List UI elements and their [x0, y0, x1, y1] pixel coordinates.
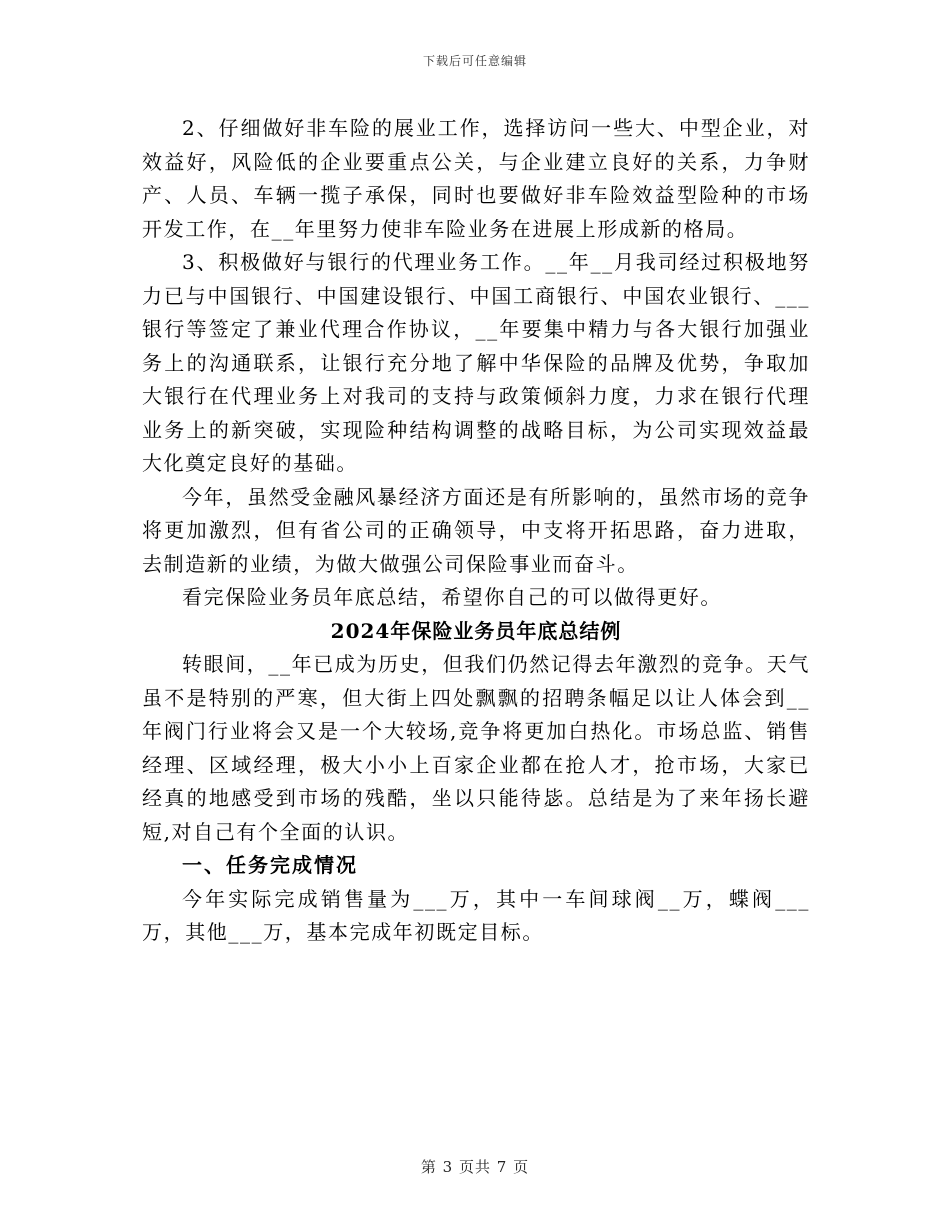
page-footer: 第 3 页共 7 页 [420, 1158, 530, 1176]
page-header: 下载后可任意编辑 [422, 54, 527, 68]
paragraph-outlook: 今年，虽然受金融风暴经济方面还是有所影响的，虽然市场的竞争将更加激烈，但有省公司的正确领导，中支将开拓思路，奋力进取，去制造新的业绩，为做大做强公司保险事业而奋斗。 [142, 484, 810, 576]
paragraph-non-auto-insurance: 2、仔细做好非车险的展业工作，选择访问一些大、中型企业，对效益好，风险低的企业要重点公关，与企业建立良好的关系，力争财产、人员、车辆一揽子承保，同时也要做好非车险效益型险种的市场开发工作，在__年里努力使非车险业务在进展上形成新的格局。 [142, 116, 810, 241]
paragraph-closing: 看完保险业务员年底总结，希望你自己的可以做得更好。 [182, 585, 722, 609]
section-heading-task-completion: 一、任务完成情况 [182, 853, 358, 877]
document-body [142, 112, 810, 950]
paragraph-bank-agency: 3、积极做好与银行的代理业务工作。__年__月我司经过积极地努力已与中国银行、中国建设银行、中国工商银行、中国农业银行、___银行等签定了兼业代理合作协议，__年要集中精力与各大银行加强业务上的沟通联系，让银行充分地了解中华保险的品牌及优势，争取加大银行在代理业务上对我司的支持与政策倾斜力度，力求在银行代理业务上的新突破，实现险种结构调整的战略目标，为公司实现效益最大化奠定良好的基础。 [142, 250, 810, 475]
paragraph-intro: 转眼间，__年已成为历史，但我们仍然记得去年激烈的竞争。天气虽不是特别的严寒，但大街上四处飘飘的招聘条幅足以让人体会到__年阀门行业将会又是一个大较场,竞争将更加白热化。市场总监、销售经理、区域经理，极大小小上百家企业都在抢人才，抢市场，大家已经真的地感受到市场的残酷，坐以只能待毖。总结是为了来年扬长避短,对自己有个全面的认识。 [142, 652, 810, 844]
paragraph-sales-volume: 今年实际完成销售量为___万，其中一车间球阀__万，蝶阀___万，其他___万，基本完成年初既定目标。 [142, 886, 810, 944]
document-title: 2024年保险业务员年底总结例 [330, 618, 622, 643]
